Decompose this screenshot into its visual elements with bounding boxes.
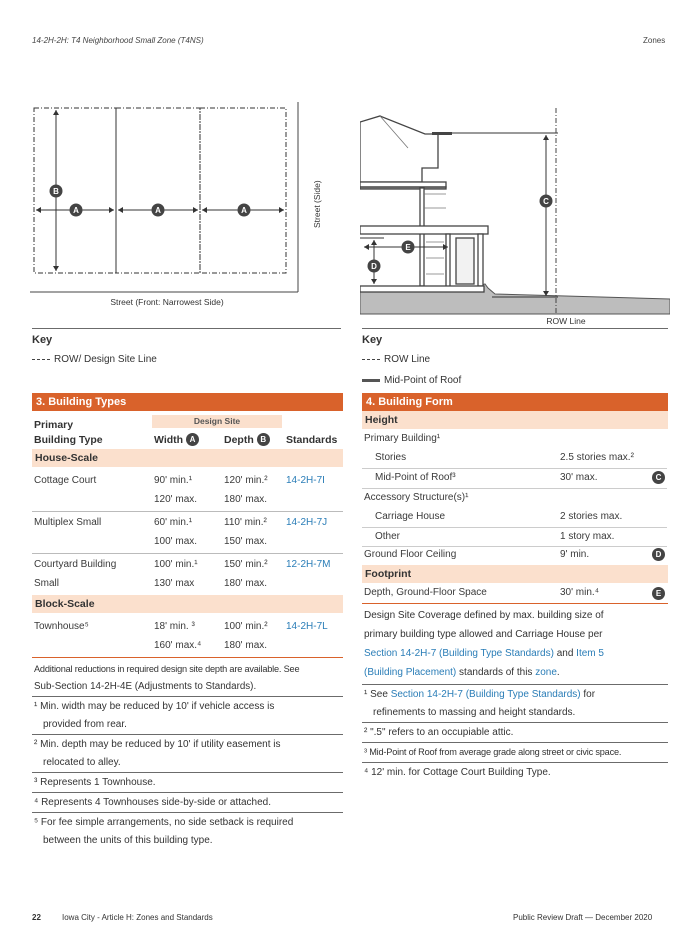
row-line-label: ROW Line: [546, 316, 586, 326]
street-side-label: Street (Side): [312, 180, 322, 228]
a-badge: A: [186, 433, 199, 446]
table-row: Small 130' max 180' max.: [34, 578, 268, 589]
building-types-panel: [32, 393, 343, 850]
running-header-left: 14-2H-2H: T4 Neighborhood Small Zone (T4NS): [32, 36, 204, 45]
svg-text:C: C: [543, 197, 549, 206]
dimension-a-marker: [152, 204, 165, 217]
svg-text:A: A: [241, 206, 247, 215]
height-rows: [362, 429, 668, 563]
table-row: 120' max. 180' max.: [154, 494, 268, 505]
table-row: Multiplex Small 60' min.¹ 110' min.² 14-2H-7J: [32, 514, 343, 532]
table-row: Stories 2.5 stories max.²: [375, 452, 634, 463]
house-scale-header: House-Scale: [32, 449, 343, 467]
block-scale-rows: [32, 613, 343, 657]
standards-link[interactable]: 14-2H-7L: [286, 621, 328, 632]
building-types-column-headers: [32, 411, 343, 449]
dimension-b-marker: [50, 185, 63, 198]
dashed-line-swatch: [32, 359, 50, 360]
svg-text:A: A: [73, 206, 79, 215]
footprint-header: Footprint: [362, 565, 668, 583]
height-header: Height: [362, 411, 668, 429]
coverage-text: Design Site Coverage defined by max. building size of primary building type allowed and Carriage House per Section 14-2H-7 (Building Type Standards) and Item 5 (Building Placement) standards of this zone.: [364, 610, 604, 678]
table-row: Depth, Ground-Floor Space 30' min.⁴ E: [362, 584, 667, 602]
building-form-panel: [362, 393, 668, 782]
adjustments-link[interactable]: Sub-Section 14-2H-4E (Adjustments to Standards).: [34, 681, 257, 692]
width-header: Width A: [154, 433, 199, 446]
additional-reductions-note: Additional reductions in required design site depth are available. See: [34, 664, 300, 674]
table-row: Cottage Court 90' min.¹ 120' min.² 14-2H-7I: [32, 472, 343, 490]
building-section-diagram: [360, 108, 670, 328]
key-item-row-line: ROW Line: [362, 354, 430, 365]
table-row: 100' max. 150' max.: [154, 536, 268, 547]
dimension-d-marker: [368, 260, 381, 273]
svg-text:A: A: [155, 206, 161, 215]
form-footnote-2: ² ".5" refers to an occupiable attic.: [364, 727, 514, 738]
dimension-e-marker: [402, 241, 415, 254]
footnote-1: ¹ Min. width may be reduced by 10' if vehicle access is provided from rear.: [34, 701, 275, 730]
dashed-line-swatch: [362, 359, 380, 360]
page-number: 22: [32, 913, 41, 922]
footnote-2: ² Min. depth may be reduced by 10' if utility easement is relocated to alley.: [34, 739, 281, 768]
building-types-title: 3. Building Types: [32, 393, 343, 411]
table-row: Accessory Structure(s)¹: [364, 492, 469, 503]
standards-link[interactable]: 14-2H-7I: [286, 475, 325, 486]
footer-document-title: Iowa City - Article H: Zones and Standards: [62, 913, 213, 922]
table-row: Courtyard Building 100' min.¹ 150' min.² 12-2H-7M: [32, 556, 343, 574]
table-row: Ground Floor Ceiling 9' min. D: [362, 546, 667, 564]
table-row: Carriage House 2 stories max.: [375, 511, 623, 522]
key-item-mid-point-roof: Mid-Point of Roof: [362, 375, 461, 386]
dimension-a-marker: [238, 204, 251, 217]
standards-header: Standards: [286, 434, 338, 446]
svg-text:E: E: [405, 243, 411, 252]
table-row: Mid-Point of Roof³ 30' max. C: [362, 469, 667, 487]
design-site-header: Design Site: [152, 415, 282, 428]
footnote-5: ⁵ For fee simple arrangements, no side setback is required between the units of this building type.: [34, 817, 294, 846]
table-row: Other 1 story max.: [375, 531, 615, 542]
d-badge: D: [652, 548, 665, 561]
building-form-title: 4. Building Form: [362, 393, 668, 411]
key-title-left: Key: [32, 334, 53, 346]
key-title-right: Key: [362, 334, 383, 346]
key-item-row-design-site: ROW/ Design Site Line: [32, 354, 157, 365]
table-row: Primary Building¹: [364, 433, 441, 444]
building-type-standards-link[interactable]: Section 14-2H-7 (Building Type Standards): [364, 648, 554, 659]
table-row: 160' max.⁴ 180' max.: [154, 640, 268, 651]
c-badge: C: [652, 471, 665, 484]
footer-draft-date: Public Review Draft — December 2020: [513, 913, 653, 922]
building-placement-link[interactable]: (Building Placement): [364, 667, 457, 678]
form-footnote-3: ³ Mid-Point of Roof from average grade along street or civic space.: [364, 747, 622, 757]
standards-link[interactable]: 14-2H-7J: [286, 517, 328, 528]
primary-header-line1: Primary: [34, 419, 74, 431]
svg-text:D: D: [371, 262, 377, 271]
dimension-c-marker: [540, 195, 553, 208]
running-header-right: Zones: [643, 36, 666, 45]
block-scale-header: Block-Scale: [32, 595, 343, 613]
solid-line-swatch: [362, 379, 380, 382]
form-footnote-4: ⁴ 12' min. for Cottage Court Building Type.: [364, 767, 551, 778]
form-footnote-1: ¹ See Section 14-2H-7 (Building Type Standards) for refinements to massing and height standards.: [364, 689, 596, 718]
footprint-rows: [362, 583, 668, 603]
house-scale-rows: [32, 467, 343, 599]
table-row: Townhouse⁵ 18' min. ³ 100' min.² 14-2H-7L: [32, 618, 343, 636]
primary-header-line2: Building Type: [34, 434, 103, 446]
street-front-label: Street (Front: Narrowest Side): [110, 297, 224, 307]
footnote-3: ³ Represents 1 Townhouse.: [34, 777, 156, 788]
dimension-a-marker: [70, 204, 83, 217]
building-type-standards-link[interactable]: Section 14-2H-7 (Building Type Standards): [390, 689, 581, 700]
depth-header: Depth B: [224, 433, 270, 446]
design-site-diagram: [28, 100, 338, 312]
standards-link[interactable]: 12-2H-7M: [286, 559, 331, 570]
b-badge: B: [257, 433, 270, 446]
item-5-link[interactable]: Item 5: [576, 648, 604, 659]
e-badge: E: [652, 587, 665, 600]
footnote-4: ⁴ Represents 4 Townhouses side-by-side or attached.: [34, 797, 272, 808]
zone-link[interactable]: zone: [535, 667, 557, 678]
svg-text:B: B: [53, 187, 59, 196]
